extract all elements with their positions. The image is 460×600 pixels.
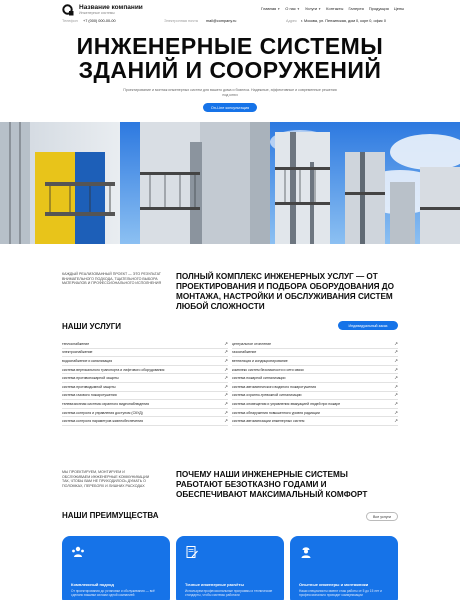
online-consultation-button[interactable]: On-Line консультация bbox=[203, 103, 257, 112]
service-item[interactable]: система оповещения и управления эвакуацией людей при пожаре ↗ bbox=[232, 400, 398, 409]
brand[interactable] bbox=[79, 4, 143, 16]
nav-prices[interactable]: Цены bbox=[393, 6, 405, 11]
advantages-title: НАШИ ПРЕИМУЩЕСТВА bbox=[62, 511, 159, 520]
arrow-up-right-icon: ↗ bbox=[224, 392, 228, 398]
why-text: МЫ ПРОЕКТИРУЕМ, МОНТИРУЕМ И ОБСЛУЖИВАЕМ ИНЖЕНЕРНЫЕ КОММУНИКАЦИИ ТАК, ЧТОБЫ ВАМ НЕ ПРИХОДИЛОСЬ ДУМАТЬ О ПОЛОМКАХ, ПЕРЕБОЯХ И ЛИШНИХ РАСХОДАХ bbox=[62, 470, 150, 488]
why-heading: ПОЧЕМУ НАШИ ИНЖЕНЕРНЫЕ СИСТЕМЫ РАБОТАЮТ БЕЗОТКАЗНО ГОДАМИ И ОБЕСПЕЧИВАЮТ МАКСИМАЛЬНЫЙ КОМФОРТ bbox=[176, 470, 368, 499]
service-item[interactable]: система охранно-тревожной сигнализации ↗ bbox=[232, 392, 398, 401]
arrow-up-right-icon: ↗ bbox=[224, 375, 228, 381]
arrow-up-right-icon: ↗ bbox=[224, 383, 228, 389]
service-item[interactable]: система контроля и управления доступом (СКУД) ↗ bbox=[62, 409, 228, 418]
intro-text: КАЖДЫЙ РЕАЛИЗОВАННЫЙ ПРОЕКТ — ЭТО РЕЗУЛЬТАТ ВНИМАТЕЛЬНОГО ПОДХОДА, ТЩАТЕЛЬНОГО ВЫБОРА МАТЕРИАЛОВ И ПРОФЕССИОНАЛЬНОГО ИСПОЛНЕНИЯ bbox=[62, 272, 162, 286]
phone-label: Телефон bbox=[62, 19, 78, 23]
advantage-title: Опытные инженеры и монтажники bbox=[299, 582, 369, 587]
chevron-down-icon: ▼ bbox=[296, 6, 300, 11]
service-item[interactable]: комплекс систем безопасности и сети связи ↗ bbox=[232, 366, 398, 375]
arrow-up-right-icon: ↗ bbox=[394, 375, 398, 381]
arrow-up-right-icon: ↗ bbox=[224, 340, 228, 346]
service-item[interactable]: вентиляция и кондиционирование ↗ bbox=[232, 357, 398, 366]
hero-image bbox=[0, 122, 460, 244]
service-item[interactable]: газоснабжение ↗ bbox=[232, 349, 398, 358]
service-item[interactable]: электроснабжение ↗ bbox=[62, 349, 228, 358]
arrow-up-right-icon: ↗ bbox=[224, 357, 228, 363]
chevron-down-icon: ▼ bbox=[318, 6, 322, 11]
custom-order-button[interactable]: Индивидуальный заказ bbox=[338, 321, 398, 330]
arrow-up-right-icon: ↗ bbox=[394, 357, 398, 363]
company-tagline: Инженерные системы bbox=[79, 11, 115, 15]
nav-about[interactable]: О нас ▼ bbox=[285, 6, 300, 11]
arrow-up-right-icon: ↗ bbox=[394, 340, 398, 346]
advantage-title: Комплексный подход bbox=[71, 582, 114, 587]
advantage-title: Точные инженерные расчёты bbox=[185, 582, 244, 587]
arrow-up-right-icon: ↗ bbox=[224, 366, 228, 372]
contact-bar bbox=[62, 19, 398, 25]
arrow-up-right-icon: ↗ bbox=[394, 400, 398, 406]
advantage-text: От проектирования до установки и обслуживания — всё сделано вашими силами одной компанией bbox=[71, 589, 155, 598]
service-item[interactable]: система обнаружения повышенного уровня радиации ↗ bbox=[232, 409, 398, 418]
document-pen-icon bbox=[185, 545, 199, 559]
service-item[interactable]: водоснабжение и канализация ↗ bbox=[62, 357, 228, 366]
site-header bbox=[0, 0, 460, 30]
company-logo-icon[interactable] bbox=[62, 4, 74, 16]
service-item[interactable]: телевизионная система охранного видеонаблюдения ↗ bbox=[62, 400, 228, 409]
arrow-up-right-icon: ↗ bbox=[224, 409, 228, 415]
arrow-up-right-icon: ↗ bbox=[224, 349, 228, 355]
service-item[interactable]: система противодымной защиты ↗ bbox=[62, 383, 228, 392]
hero-subtitle: Проектирование и монтаж инженерных систем для вашего дома и бизнеса. Надежные, эффективные и современные решения под ключ bbox=[123, 88, 337, 97]
arrow-up-right-icon: ↗ bbox=[394, 349, 398, 355]
advantage-card[interactable] bbox=[176, 536, 284, 600]
services-list bbox=[62, 340, 398, 426]
nav-contacts[interactable]: Контакты bbox=[326, 6, 344, 11]
arrow-up-right-icon: ↗ bbox=[224, 418, 228, 424]
address-label: Адрес bbox=[286, 19, 297, 23]
all-services-button[interactable]: Все услуги bbox=[366, 512, 398, 521]
service-item[interactable]: система автоматизации инженерных систем ↗ bbox=[232, 417, 398, 426]
nav-gallery[interactable]: Галерея bbox=[348, 6, 364, 11]
people-icon bbox=[71, 545, 85, 559]
arrow-up-right-icon: ↗ bbox=[224, 400, 228, 406]
industrial-building-image bbox=[0, 122, 460, 244]
arrow-up-right-icon: ↗ bbox=[394, 409, 398, 415]
phone-link[interactable]: +7 (000) 000-00-00 bbox=[83, 19, 116, 23]
company-name: Название компании bbox=[79, 4, 143, 11]
service-item[interactable]: система противопожарной защиты ↗ bbox=[62, 374, 228, 383]
advantage-card[interactable] bbox=[62, 536, 170, 600]
advantage-text: Используем профессиональные программы и технические стандарты, чтобы системы работали bbox=[185, 589, 273, 598]
email-label: Электронная почта bbox=[164, 19, 198, 23]
engineer-icon bbox=[299, 545, 313, 559]
service-item[interactable]: центральное отопление ↗ bbox=[232, 340, 398, 349]
service-item[interactable]: система вертикального транспорта и лифтового оборудования ↗ bbox=[62, 366, 228, 375]
intro-heading: ПОЛНЫЙ КОМПЛЕКС ИНЖЕНЕРНЫХ УСЛУГ — ОТ ПРОЕКТИРОВАНИЯ И ПОДБОРА ОБОРУДОВАНИЯ ДО МОНТАЖА, НАСТРОЙКИ И ОБСЛУЖИВАНИЯ СИСТЕМ ЛЮБОЙ СЛОЖНОСТИ bbox=[176, 272, 394, 311]
services-title: НАШИ УСЛУГИ bbox=[62, 322, 121, 331]
chevron-down-icon: ▼ bbox=[277, 6, 281, 11]
service-item[interactable]: система автоматического водяного пожаротушения ↗ bbox=[232, 383, 398, 392]
service-item[interactable]: система пожарной сигнализации ↗ bbox=[232, 374, 398, 383]
main-nav bbox=[261, 6, 404, 11]
advantage-card[interactable] bbox=[290, 536, 398, 600]
service-item[interactable]: система контроля параметров жизнеобеспечения ↗ bbox=[62, 417, 228, 426]
arrow-up-right-icon: ↗ bbox=[394, 383, 398, 389]
nav-products[interactable]: Продукция bbox=[368, 6, 389, 11]
service-item[interactable]: теплоснабжение ↗ bbox=[62, 340, 228, 349]
services-column-right bbox=[232, 340, 398, 426]
email-link[interactable]: mail@company.ru bbox=[206, 19, 237, 23]
hero-title: ИНЖЕНЕРНЫЕ СИСТЕМЫ ЗДАНИЙ И СООРУЖЕНИЙ bbox=[76, 33, 384, 83]
advantage-text: Наши специалисты имеют стаж работы от 5 до 15 лет и профессионально проводят коммуникации bbox=[299, 589, 382, 598]
arrow-up-right-icon: ↗ bbox=[394, 418, 398, 424]
arrow-up-right-icon: ↗ bbox=[394, 366, 398, 372]
nav-home[interactable]: Главная ▼ bbox=[261, 6, 281, 11]
services-column-left bbox=[62, 340, 228, 426]
nav-services[interactable]: Услуги ▼ bbox=[304, 6, 322, 11]
address-text: г. Москва, ул. Пензинская, дом 0, корп 0, офис 0 bbox=[301, 19, 386, 23]
service-item[interactable]: система газового пожаротушения ↗ bbox=[62, 392, 228, 401]
arrow-up-right-icon: ↗ bbox=[394, 392, 398, 398]
